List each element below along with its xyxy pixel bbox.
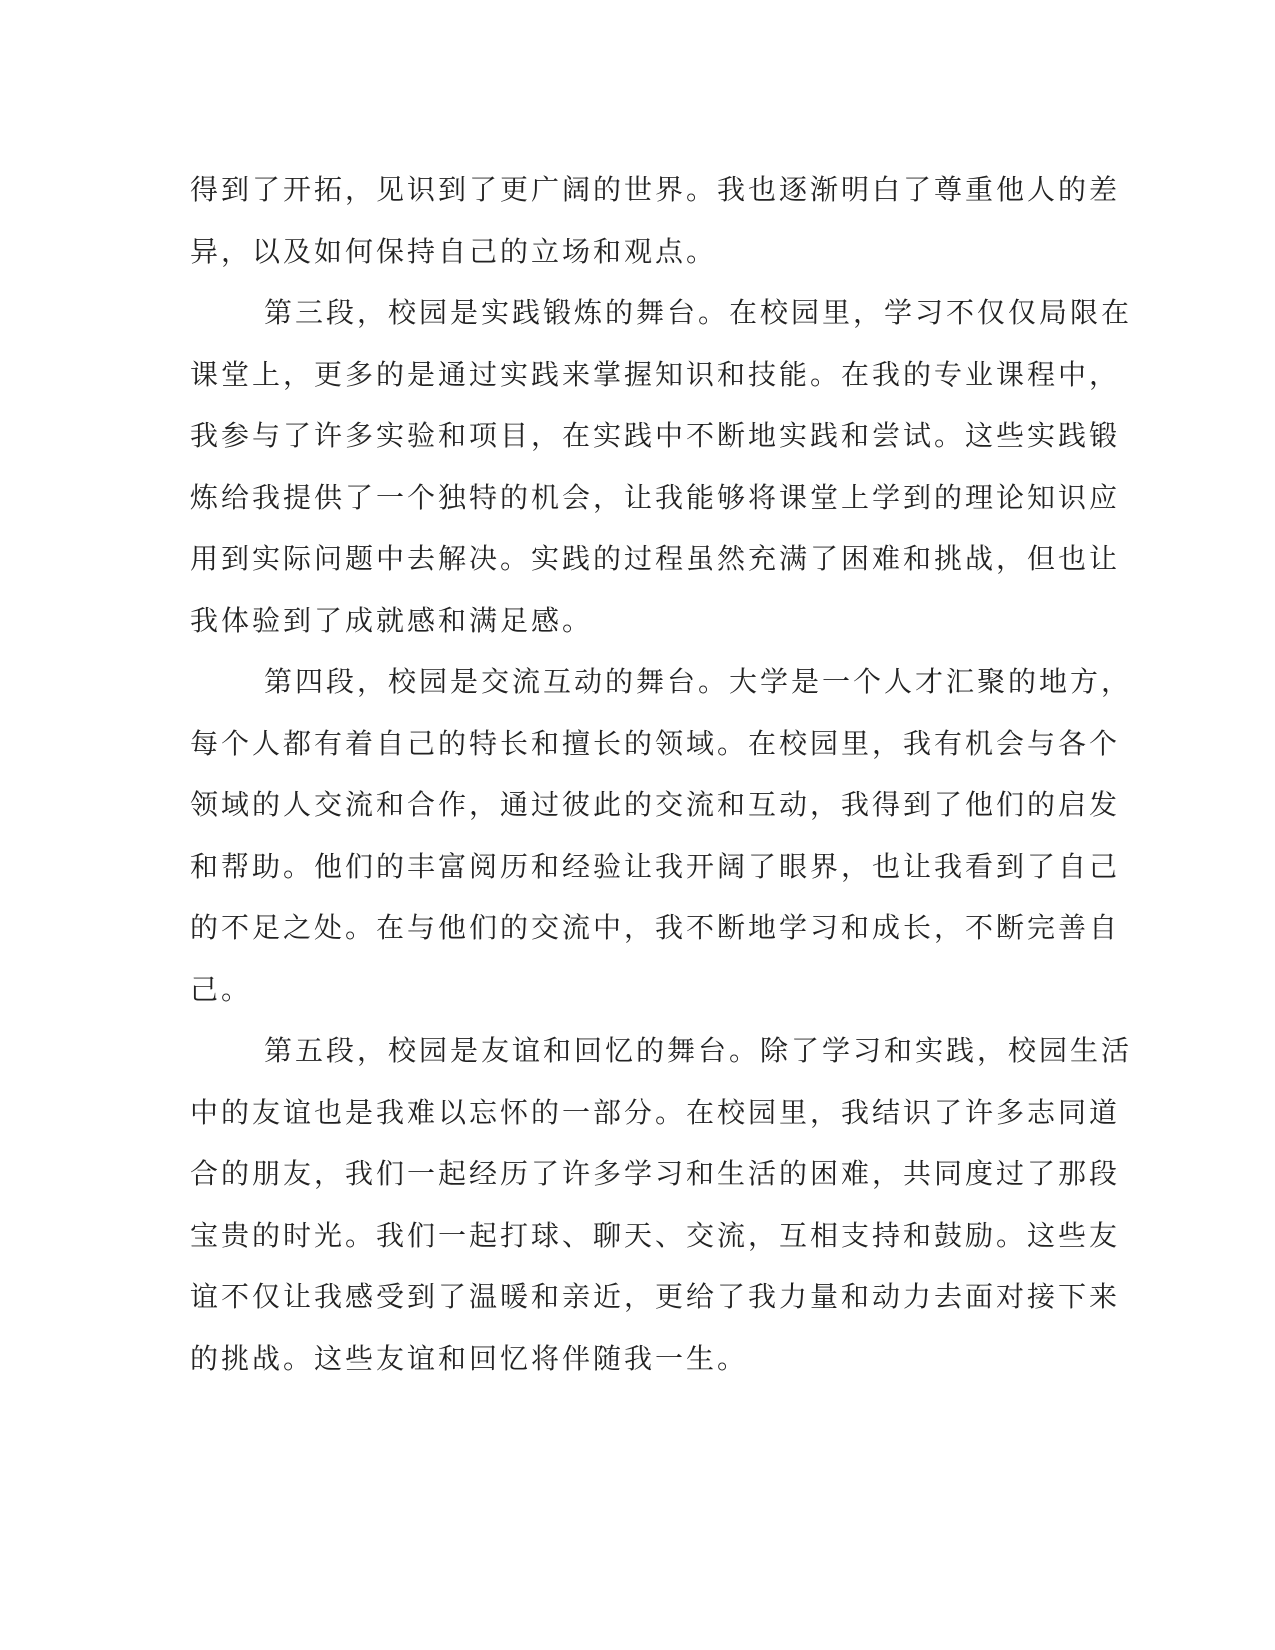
text-line: 己。 [190,972,253,1006]
text-line: 我体验到了成就感和满足感。 [190,603,594,637]
text-line: 异，以及如何保持自己的立场和观点。 [190,234,718,268]
text-line: 合的朋友，我们一起经历了许多学习和生活的困难，共同度过了那段 [190,1157,1121,1190]
text-line: 领域的人交流和合作，通过彼此的交流和互动，我得到了他们的启发 [190,788,1121,821]
text-line: 用到实际问题中去解决。实践的过程虽然充满了困难和挑战，但也让 [190,542,1121,575]
paragraph-continuation [190,159,1121,282]
text-line: 和帮助。他们的丰富阅历和经验让我开阔了眼界，也让我看到了自己 [190,849,1121,883]
text-line: 炼给我提供了一个独特的机会，让我能够将课堂上学到的理论知识应 [190,480,1121,514]
text-line: 的不足之处。在与他们的交流中，我不断地学习和成长，不断完善自 [190,911,1121,944]
text-line: 的挑战。这些友谊和回忆将伴随我一生。 [190,1341,749,1375]
text-line: 第四段，校园是交流互动的舞台。大学是一个人才汇聚的地方， [264,665,1133,698]
paragraph-3 [190,282,1133,651]
text-line: 中的友谊也是我难以忘怀的一部分。在校园里，我结识了许多志同道 [190,1095,1121,1129]
text-line: 课堂上，更多的是通过实践来掌握知识和技能。在我的专业课程中， [190,357,1121,391]
text-line: 谊不仅让我感受到了温暖和亲近，更给了我力量和动力去面对接下来 [190,1280,1121,1313]
paragraph-5 [190,1020,1133,1389]
document-body [190,159,1133,1389]
text-line: 第五段，校园是友谊和回忆的舞台。除了学习和实践，校园生活 [264,1034,1133,1067]
text-line: 得到了开拓，见识到了更广阔的世界。我也逐渐明白了尊重他人的差 [190,173,1121,206]
paragraph-4 [190,651,1133,1020]
text-line: 宝贵的时光。我们一起打球、聊天、交流，互相支持和鼓励。这些友 [190,1218,1121,1252]
text-line: 我参与了许多实验和项目，在实践中不断地实践和尝试。这些实践锻 [190,419,1121,452]
text-line: 第三段，校园是实践锻炼的舞台。在校园里，学习不仅仅局限在 [264,296,1133,329]
text-line: 每个人都有着自己的特长和擅长的领域。在校园里，我有机会与各个 [190,726,1121,760]
